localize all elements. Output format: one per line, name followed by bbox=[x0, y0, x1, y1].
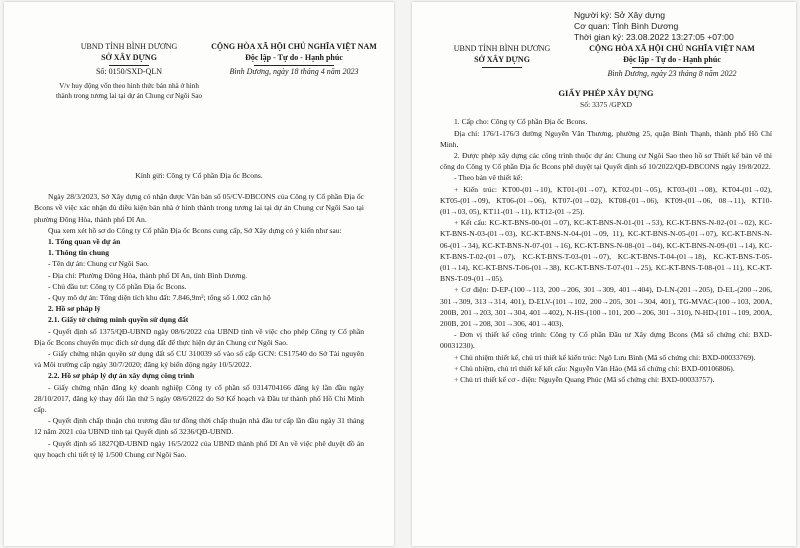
official-letter-page bbox=[4, 2, 394, 546]
motto-underline bbox=[632, 67, 712, 68]
motto: Độc lập - Tự do - Hạnh phúc bbox=[623, 54, 721, 64]
nation-header bbox=[572, 44, 772, 80]
section-heading: 2. Hồ sơ pháp lý bbox=[48, 304, 101, 314]
signer-org: Cơ quan: Tỉnh Bình Dương bbox=[574, 21, 679, 31]
agency-header bbox=[54, 42, 204, 101]
nation-title: CỘNG HÒA XÃ HỘI CHỦ NGHĨA VIỆT NAM bbox=[589, 44, 755, 53]
greeting: Kính gửi: Công ty Cổ phần Địa ốc Bcons. bbox=[135, 171, 263, 180]
list-item: + Chủ nhiệm thiết kế, chủ trì thiết kế kiến trúc: Ngô Lưu Bình (Mã số chứng chỉ: BXD-00033769). bbox=[454, 352, 756, 362]
signed-time: Thời gian ký: 23.08.2022 13:27:05 +07:00 bbox=[574, 32, 734, 42]
agency-line-1: UBND TỈNH BÌNH DƯƠNG bbox=[80, 42, 178, 51]
agency-line-2: SỞ XÂY DỰNG bbox=[474, 54, 530, 64]
list-item: - Quyết định số 1375/QĐ-UBND ngày 08/6/2022 của UBND tỉnh về việc cho phép Công ty Cổ phần Địa ốc Bcons chuyển mục đích sử dụng đất để thực hiện dự án Chung cư Ngôi Sao. bbox=[34, 326, 364, 347]
list-item: + Kiến trúc: KT00-(01→10), KT01-(01→07), KT02-(01→05), KT03-(01→08), KT04-(01→02), KT05-(01→09), KT06-(01→06), KT07-(01→02), KT08-(01→06), KT09-(01→06, 08→11), KT10-(01→03, 05), KT11-(01→11), KT12-(01→25). bbox=[440, 184, 772, 217]
letter-body bbox=[34, 170, 364, 460]
agency-line-2: SỞ XÂY DỰNG bbox=[101, 52, 157, 62]
list-item: - Đơn vị thiết kế công trình: Công ty Cổ phần Đầu tư Xây dựng Bcons (Mã số chứng chỉ: BXD-00031230). bbox=[440, 330, 772, 351]
building-permit-page bbox=[412, 2, 796, 546]
header-underline bbox=[482, 67, 522, 68]
place-date: Bình Dương, ngày 23 tháng 8 năm 2022 bbox=[607, 69, 737, 79]
list-item: + Kết cấu: KC-KT-BNS-00-(01→07), KC-KT-BNS-N-01-(01→53), KC-KT-BNS-N-02-(01→02), KC-KT-BNS-N-03-(01→03), KC-KT-BNS-N-04-(01→09, 11), KC-KT-BNS-N-05-(01→07), KC-KT-BNS-N-06-(01→34), KC-KT-BNS-N-07-(01→16), KC-KT-BNS-N-08-(01→04), KC-KT-BNS-N-09-(01→14), KC-KT-BNS-T-02-(01→07), KC-KT-BNS-T-03-(01→07), KC-KT-BNS-T-04-(01→18), KC-KT-BNS-T-05-(01→14), KC-KT-BNS-T-06-(01→38), KC-KT-BNS-T-07-(01→25), KC-KT-BNS-T-08-(01→11), KC-KT-BNS-T-09-(01→05). bbox=[440, 218, 772, 284]
list-item: - Quyết định số 1827QĐ-UBND ngày 16/5/2022 của UBND thành phố Dĩ An về việc phê duyệt đồ án quy hoạch chi tiết tỷ lệ 1/500 Chung cư Ngôi Sao. bbox=[34, 438, 364, 459]
agency-line-1: UBND TỈNH BÌNH DƯƠNG bbox=[453, 44, 551, 53]
permit-body bbox=[440, 88, 772, 385]
doc-subject: V/v huy động vốn theo hình thức bán nhà ở hình thành trong tương lai tại dự án Chung cư Ngôi Sao bbox=[55, 82, 203, 100]
paragraph: Ngày 28/3/2023, Sở Xây dựng có nhận được Văn bản số 05/CV-ĐBCONS của Công ty Cổ phần Địa ốc Bcons về việc xác nhận đủ điều kiện bán nhà ở hình thành trong tương lai tại dự án Chung cư Ngôi Sao tại phường Đông Hòa, thành phố Dĩ An. bbox=[34, 192, 364, 224]
agency-header bbox=[442, 44, 562, 69]
list-item: - Tên dự án: Chung cư Ngôi Sao. bbox=[48, 259, 149, 269]
place-date: Bình Dương, ngày 18 tháng 4 năm 2023 bbox=[229, 67, 359, 77]
header-underline bbox=[109, 65, 149, 66]
digital-signature-block bbox=[574, 10, 734, 43]
nation-header bbox=[204, 42, 384, 78]
list-item: + Chủ nhiệm, chủ trì thiết kế kết cấu: Nguyễn Văn Hào (Mã số chứng chỉ: BXD-00106806). bbox=[454, 363, 735, 373]
list-item: - Quyết định chấp thuận chủ trương đầu tư đồng thời chấp thuận nhà đầu tư cấp lần đầu ngày 31 tháng 12 năm 2021 của UBND tỉnh tại Quyết định số 3236/QĐ-UBND. bbox=[34, 416, 364, 437]
section-heading: 1. Thông tin chung bbox=[48, 248, 110, 258]
paragraph: 2. Được phép xây dựng các công trình thuộc dự án: Chung cư Ngôi Sao theo hồ sơ Thiết kế bản vẽ thi công do Công ty Cổ phần Địa ốc Bcons phê duyệt tại Quyết định số 10/2022/QĐ-ĐBCONS ngày 19/8/2022. bbox=[440, 151, 772, 172]
paragraph: Qua xem xét hồ sơ do Công ty Cổ phần Địa ốc Bcons cung cấp, Sở Xây dựng có ý kiến như sau: bbox=[48, 225, 342, 235]
list-item: - Chủ đầu tư: Công ty Cổ phần Địa ốc Bcons. bbox=[48, 281, 187, 291]
list-item: - Giấy chứng nhận đăng ký doanh nghiệp Công ty cổ phần số 0314704166 đăng ký lần đầu ngày 28/10/2017, đăng ký thay đổi lần thứ 5 ngày 08/6/2022 do Sở Kế hoạch và Đầu tư thành phố Hồ Chí Minh cấp. bbox=[34, 382, 364, 415]
section-heading: 2.2. Hồ sơ pháp lý dự án xây dựng công trình bbox=[48, 371, 195, 381]
motto: Độc lập - Tự do - Hạnh phúc bbox=[245, 52, 343, 62]
signer: Người ký: Sở Xây dựng bbox=[574, 10, 666, 20]
section-heading: 2.1. Giấy tờ chứng minh quyền sử dụng đất bbox=[48, 315, 189, 325]
motto-underline bbox=[254, 65, 334, 66]
list-item: - Theo bản vẽ thiết kế: bbox=[454, 173, 523, 183]
permit-title: GIẤY PHÉP XÂY DỰNG bbox=[558, 88, 654, 98]
section-heading: 1. Tổng quan về dự án bbox=[48, 237, 121, 247]
list-item: - Địa chỉ: Phường Đông Hòa, thành phố Dĩ An, tỉnh Bình Dương. bbox=[48, 270, 248, 280]
list-item: + Chủ trì thiết kế cơ - điện: Nguyễn Quang Phúc (Mã số chứng chỉ: BXD-00033757). bbox=[454, 375, 715, 385]
paragraph: Địa chỉ: 176/1-176/3 đường Nguyễn Văn Thương, phường 25, quận Bình Thạnh, thành phố Hồ Chí Minh. bbox=[440, 128, 772, 149]
doc-number: Số: 0150/SXD-QLN bbox=[95, 67, 162, 77]
paragraph: 1. Cấp cho: Công ty Cổ phần Địa ốc Bcons. bbox=[454, 117, 588, 127]
list-item: - Quy mô dự án: Tổng diện tích khu đất: 7.846,9m²; tổng số 1.002 căn hộ bbox=[48, 293, 271, 303]
nation-title: CỘNG HÒA XÃ HỘI CHỦ NGHĨA VIỆT NAM bbox=[211, 42, 377, 51]
list-item: - Giấy chứng nhận quyền sử dụng đất số CU 310039 số vào sổ cấp GCN: CS17540 do Sở Tài nguyên và Môi trường cấp ngày 30/7/2020; đăng ký biến động ngày 10/5/2022. bbox=[34, 349, 364, 370]
list-item: + Cơ điện: D-EP-(100→113, 200→206, 301→309, 401→404), D-LN-(201→205), D-EL-(200→206, 301→309, 313→314, 401), D-ELV-(101→102, 200→205, 301→304, 401), TG-MVAC-(100→103, 200A, 200B, 201→203, 301→304, 401→402), N-HS-(100→101, 200→206, 301→310), N-HD-(101→109, 200A, 200B, 201→208, 301→306, 401→403). bbox=[440, 285, 772, 329]
permit-number: Số: 3375 /GPXD bbox=[580, 100, 632, 110]
